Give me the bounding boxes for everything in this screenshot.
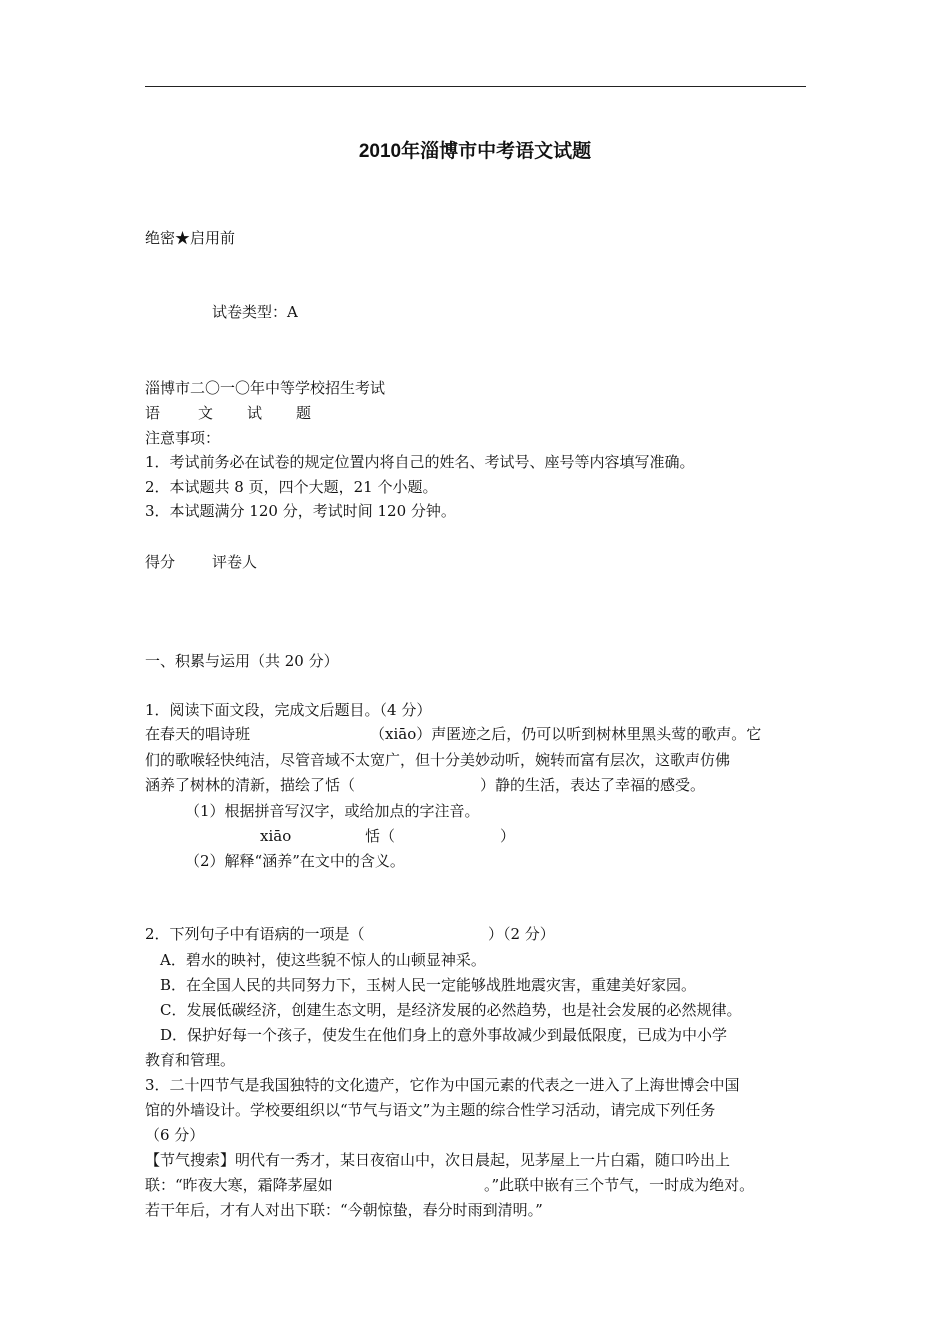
- choice-b: B．在全国人民的共同努力下，玉树人民一定能够战胜地震灾害，重建美好家园。: [160, 976, 697, 994]
- secret-label: 绝密★启用前: [145, 229, 236, 247]
- question-text: 3．二十四节气是我国独特的文化遗产，它作为中国元素的代表之一进入了上海世博会中国: [145, 1076, 740, 1094]
- question-text: 馆的外墙设计。学校要组织以“节气与语文”为主题的综合性学习活动，请完成下列任务: [145, 1101, 716, 1119]
- pinyin-prompt: xiāo: [260, 827, 292, 845]
- question-text: 【节气搜索】明代有一秀才，某日夜宿山中，次日晨起，见茅屋上一片白霜，随口吟出上: [145, 1151, 731, 1169]
- choice-c: C．发展低碳经济，创建生态文明，是经济发展的必然趋势，也是社会发展的必然规律。: [160, 1001, 742, 1019]
- header-rule: [145, 86, 806, 87]
- answer-blank: 恬（: [365, 827, 396, 845]
- note-item: 1．考试前务必在试卷的规定位置内将自己的姓名、考试号、座号等内容填写准确。: [145, 453, 695, 471]
- score-label: 得分: [145, 553, 176, 571]
- question-text: （6 分）: [145, 1126, 205, 1144]
- paper-type: 试卷类型：A: [212, 303, 298, 321]
- sub-question: （2）解释“涵养”在文中的含义。: [185, 852, 405, 870]
- choice-d-cont: 教育和管理。: [145, 1051, 236, 1069]
- exam-name: 淄博市二〇一〇年中等学校招生考试: [145, 379, 386, 397]
- question-text: 若干年后，才有人对出下联：“今朝惊蛰，春分时雨到清明。”: [145, 1201, 543, 1219]
- sub-question: （1）根据拼音写汉字，或给加点的字注音。: [185, 802, 480, 820]
- subject-char: 语: [145, 404, 161, 422]
- subject-char: 试: [247, 404, 263, 422]
- question-stem: 1．阅读下面文段，完成文后题目。（4 分）: [145, 701, 432, 719]
- question-stem: 2．下列句子中有语病的一项是（: [145, 925, 365, 943]
- subject-char: 题: [296, 404, 312, 422]
- passage-line: 涵养了树林的清新，描绘了恬（: [145, 776, 356, 794]
- question-text: 。”此联中嵌有三个节气，一时成为绝对。: [484, 1176, 755, 1194]
- passage-line: 们的歌喉轻快纯洁，尽管音域不太宽广，但十分美妙动听，婉转而富有层次，这歌声仿佛: [145, 751, 731, 769]
- subject-char: 文: [198, 404, 214, 422]
- passage-line: ）静的生活，表达了幸福的感受。: [480, 776, 706, 794]
- answer-blank: ）: [500, 827, 516, 845]
- note-item: 2．本试题共 8 页，四个大题，21 个小题。: [145, 478, 438, 496]
- choice-a: A．碧水的映衬，使这些貌不惊人的山顿显神采。: [160, 951, 486, 969]
- grader-label: 评卷人: [212, 553, 258, 571]
- notes-heading: 注意事项：: [145, 429, 221, 447]
- question-stem: ）（2 分）: [488, 925, 555, 943]
- note-item: 3．本试题满分 120 分，考试时间 120 分钟。: [145, 502, 456, 520]
- passage-line: （xiāo）声匿迹之后，仍可以听到树林里黑头莺的歌声。它: [370, 725, 762, 743]
- page-title: 2010年淄博市中考语文试题: [358, 141, 592, 162]
- section-heading: 一、积累与运用（共 20 分）: [145, 652, 339, 670]
- choice-d: D．保护好每一个孩子，使发生在他们身上的意外事故减少到最低限度，已成为中小学: [160, 1026, 728, 1044]
- question-text: 联：“昨夜大寒，霜降茅屋如: [145, 1176, 333, 1194]
- passage-line: 在春天的唱诗班: [145, 725, 251, 743]
